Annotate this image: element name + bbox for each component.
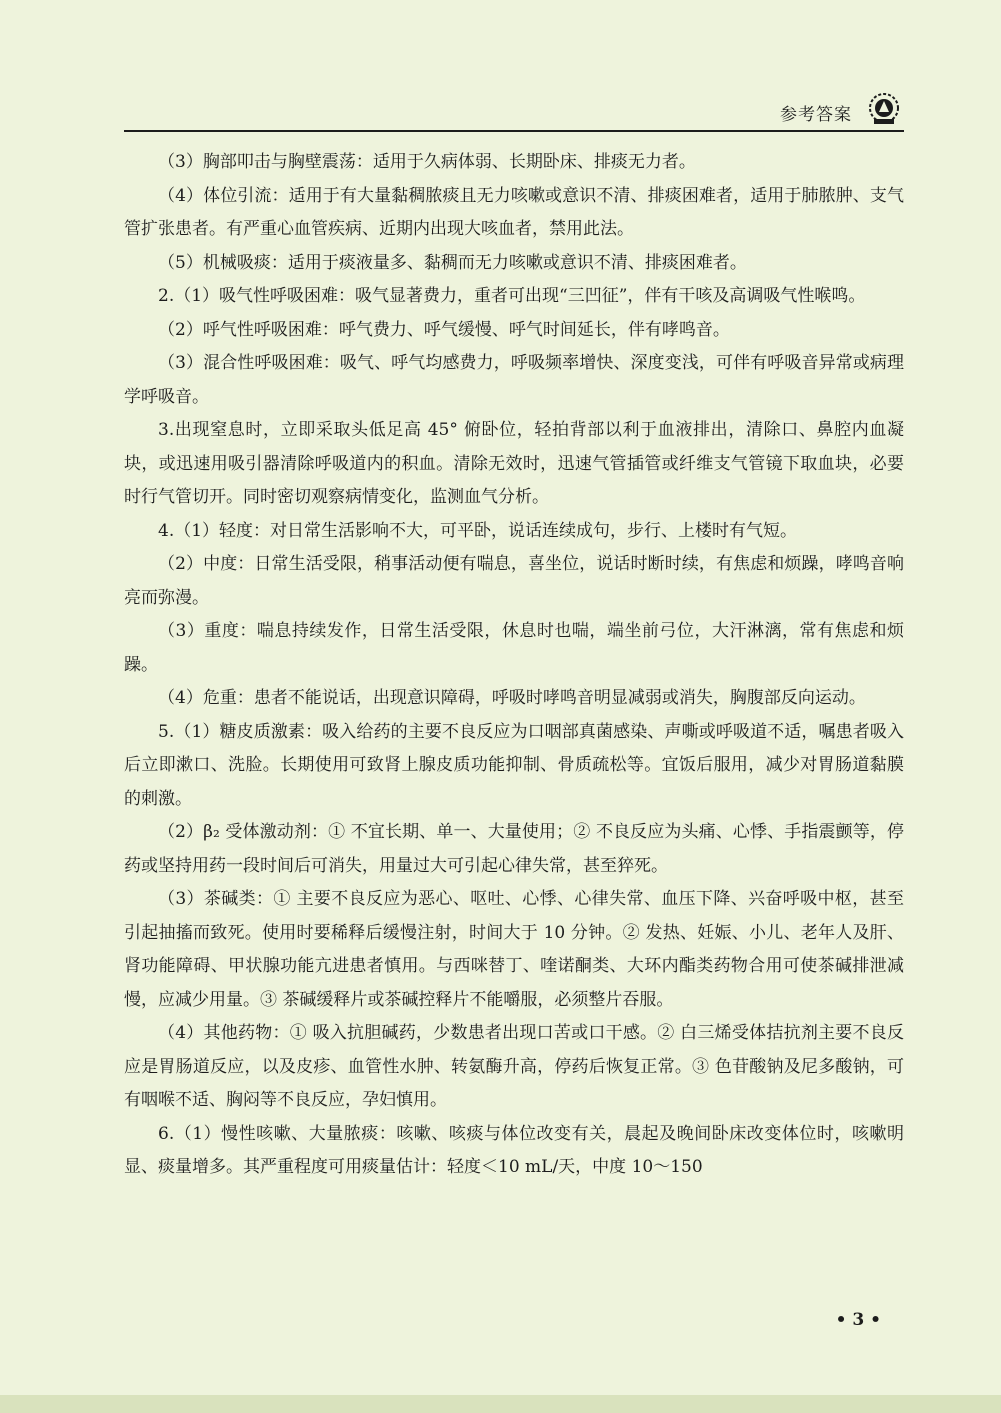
page-header bbox=[124, 92, 904, 132]
paragraph: （4）体位引流：适用于有大量黏稠脓痰且无力咳嗽或意识不清、排痰困难者，适用于肺脓肿、支气管扩张患者。有严重心血管疾病、近期内出现大咳血者，禁用此法。 bbox=[124, 185, 904, 239]
paragraph: 4.（1）轻度：对日常生活影响不大，可平卧，说话连续成句，步行、上楼时有气短。 bbox=[158, 520, 798, 541]
paragraph: （2）中度：日常生活受限，稍事活动便有喘息，喜坐位，说话时断时续，有焦虑和烦躁，哮鸣音响亮而弥漫。 bbox=[124, 554, 904, 608]
paragraph: 2.（1）吸气性呼吸困难：吸气显著费力，重者可出现“三凹征”，伴有干咳及高调吸气性喉鸣。 bbox=[158, 286, 866, 306]
paragraph: （5）机械吸痰：适用于痰液量多、黏稠而无力咳嗽或意识不清、排痰困难者。 bbox=[158, 252, 747, 273]
answer-content bbox=[124, 146, 904, 1185]
paragraph: （4）其他药物：① 吸入抗胆碱药，少数患者出现口苦或口干感。② 白三烯受体拮抗剂主要不良反应是胃肠道反应，以及皮疹、血管性水肿、转氨酶升高，停药后恢复正常。③ 色苷酸钠及尼多酸钠，可有咽喉不适、胸闷等不良反应，孕妇慎用。 bbox=[124, 1023, 904, 1110]
paragraph: （4）危重：患者不能说话，出现意识障碍，呼吸时哮鸣音明显减弱或消失，胸腹部反向运动。 bbox=[158, 688, 866, 708]
paragraph: （3）胸部叩击与胸壁震荡：适用于久病体弱、长期卧床、排痰无力者。 bbox=[158, 152, 696, 172]
paragraph: （3）混合性呼吸困难：吸气、呼气均感费力，呼吸频率增快、深度变浅，可伴有呼吸音异常或病理学呼吸音。 bbox=[124, 353, 904, 407]
paragraph: 6.（1）慢性咳嗽、大量脓痰：咳嗽、咳痰与体位改变有关，晨起及晚间卧床改变体位时，咳嗽明显、痰量增多。其严重程度可用痰量估计：轻度＜10 mL/天，中度 10～150 bbox=[124, 1123, 904, 1177]
paragraph: 5.（1）糖皮质激素：吸入给药的主要不良反应为口咽部真菌感染、声嘶或呼吸道不适，嘱患者吸入后立即漱口、洗脸。长期使用可致肾上腺皮质功能抑制、骨质疏松等。宜饭后服用，减少对胃肠道黏膜的刺激。 bbox=[124, 721, 904, 809]
paragraph: （2）呼气性呼吸困难：呼气费力、呼气缓慢、呼气时间延长，伴有哮鸣音。 bbox=[158, 319, 730, 340]
paragraph: （3）茶碱类：① 主要不良反应为恶心、呕吐、心悸、心律失常、血压下降、兴奋呼吸中枢，甚至引起抽搐而致死。使用时要稀释后缓慢注射，时间大于 10 分钟。② 发热、妊娠、小儿、老年人及肝、肾功能障碍、甲状腺功能亢进患者慎用。与西咪替丁、喹诺酮类、大环内酯类药物合用可使茶碱排泄减慢，应减少用量。③ 茶碱缓释片或茶碱控释片不能嚼服，必须整片吞服。 bbox=[124, 889, 904, 1010]
paragraph: （2）β₂ 受体激动剂：① 不宜长期、单一、大量使用；② 不良反应为头痛、心悸、手指震颤等，停药或坚持用药一段时间后可消失，用量过大可引起心律失常，甚至猝死。 bbox=[124, 822, 904, 876]
paragraph: （3）重度：喘息持续发作，日常生活受限，休息时也喘，端坐前弓位，大汗淋漓，常有焦虑和烦躁。 bbox=[124, 621, 904, 675]
bottom-band bbox=[0, 1395, 1001, 1413]
page-number: • 3 • bbox=[835, 1310, 881, 1330]
header-title: 参考答案 bbox=[780, 105, 852, 125]
publisher-logo-icon bbox=[866, 92, 902, 126]
paragraph: 3.出现窒息时，立即采取头低足高 45° 俯卧位，轻拍背部以利于血液排出，清除口、鼻腔内血凝块，或迅速用吸引器清除呼吸道内的积血。清除无效时，迅速气管插管或纤维支气管镜下取血块，必要时行气管切开。同时密切观察病情变化，监测血气分析。 bbox=[124, 420, 904, 507]
